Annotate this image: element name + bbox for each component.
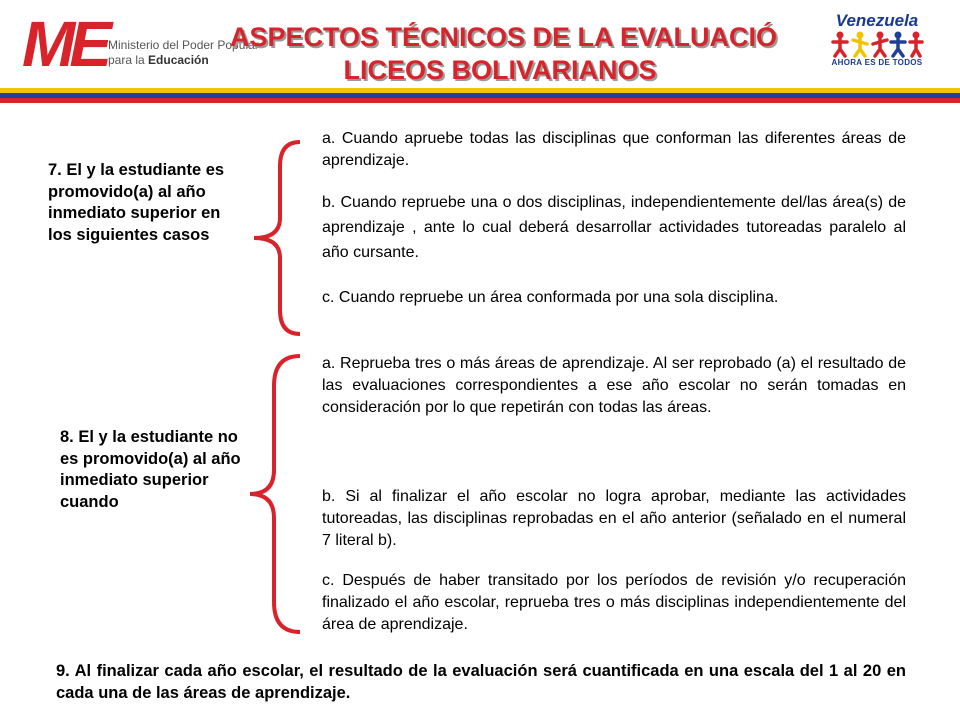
- venezuela-logo: [826, 12, 928, 68]
- section-8-item-c: c. Después de haber transitado por los períodos de revisión y/o recuperación finalizado el año escolar, reprueba tres o más disciplinas independientemente del área de aprendizaje.: [322, 572, 906, 633]
- venezuela-logo-slogan: AHORA ES DE TODOS: [831, 58, 923, 67]
- venezuela-logo-figures-icon: [830, 30, 924, 58]
- section-7-label: 7. El y la estudiante es promovido(a) al año inmediato superior en los siguientes casos: [48, 161, 225, 244]
- ministry-logo: [22, 8, 262, 84]
- ministry-logo-letters: ME: [22, 8, 106, 80]
- section-7-item-c: c. Cuando repruebe un área conformada por una sola disciplina.: [322, 289, 779, 306]
- section-8-item-a: a. Reprueba tres o más áreas de aprendizaje. Al ser reprobado (a) el resultado de las evaluaciones correspondientes a ese año escolar no serán tomadas en consideración por lo que repetirán con todas las áreas.: [322, 355, 906, 416]
- section-8-item-b: b. Si al finalizar el año escolar no logra aprobar, mediante las actividades tutoreadas, las disciplinas reprobadas en el año anterior (señalado en el numeral 7 literal b).: [322, 488, 906, 549]
- ministry-name-line1: Ministerio del Poder Popular: [108, 38, 259, 52]
- section-8-brace-icon: [244, 352, 304, 636]
- page-title-line2: LICEOS BOLIVARIANOS: [343, 55, 657, 85]
- section-7-item-b: b. Cuando repruebe una o dos disciplinas, independientemente del/las área(s) de aprendizaje , ante lo cual deberá desarrollar actividades tutoreadas paralelo al año cursante.: [322, 194, 906, 261]
- ministry-name-line2-bold: Educación: [148, 53, 209, 67]
- page-title-line1: ASPECTOS TÉCNICOS DE LA EVALUACIÓ: [230, 22, 778, 52]
- ministry-name-line2-prefix: para la: [108, 53, 149, 67]
- section-7-item-a: a. Cuando apruebe todas las disciplinas que conforman las diferentes áreas de aprendizaje.: [322, 130, 906, 169]
- venezuela-logo-word: Venezuela: [835, 11, 919, 30]
- section-7-brace-icon: [244, 138, 304, 338]
- section-8-label: 8. El y la estudiante no es promovido(a) al año inmediato superior cuando: [60, 428, 241, 511]
- section-9-text: 9. Al finalizar cada año escolar, el resultado de la evaluación será cuantificada en una escala del 1 al 20 en cada una de las áreas de aprendizaje.: [56, 662, 906, 702]
- flag-stripe-red: [0, 98, 960, 103]
